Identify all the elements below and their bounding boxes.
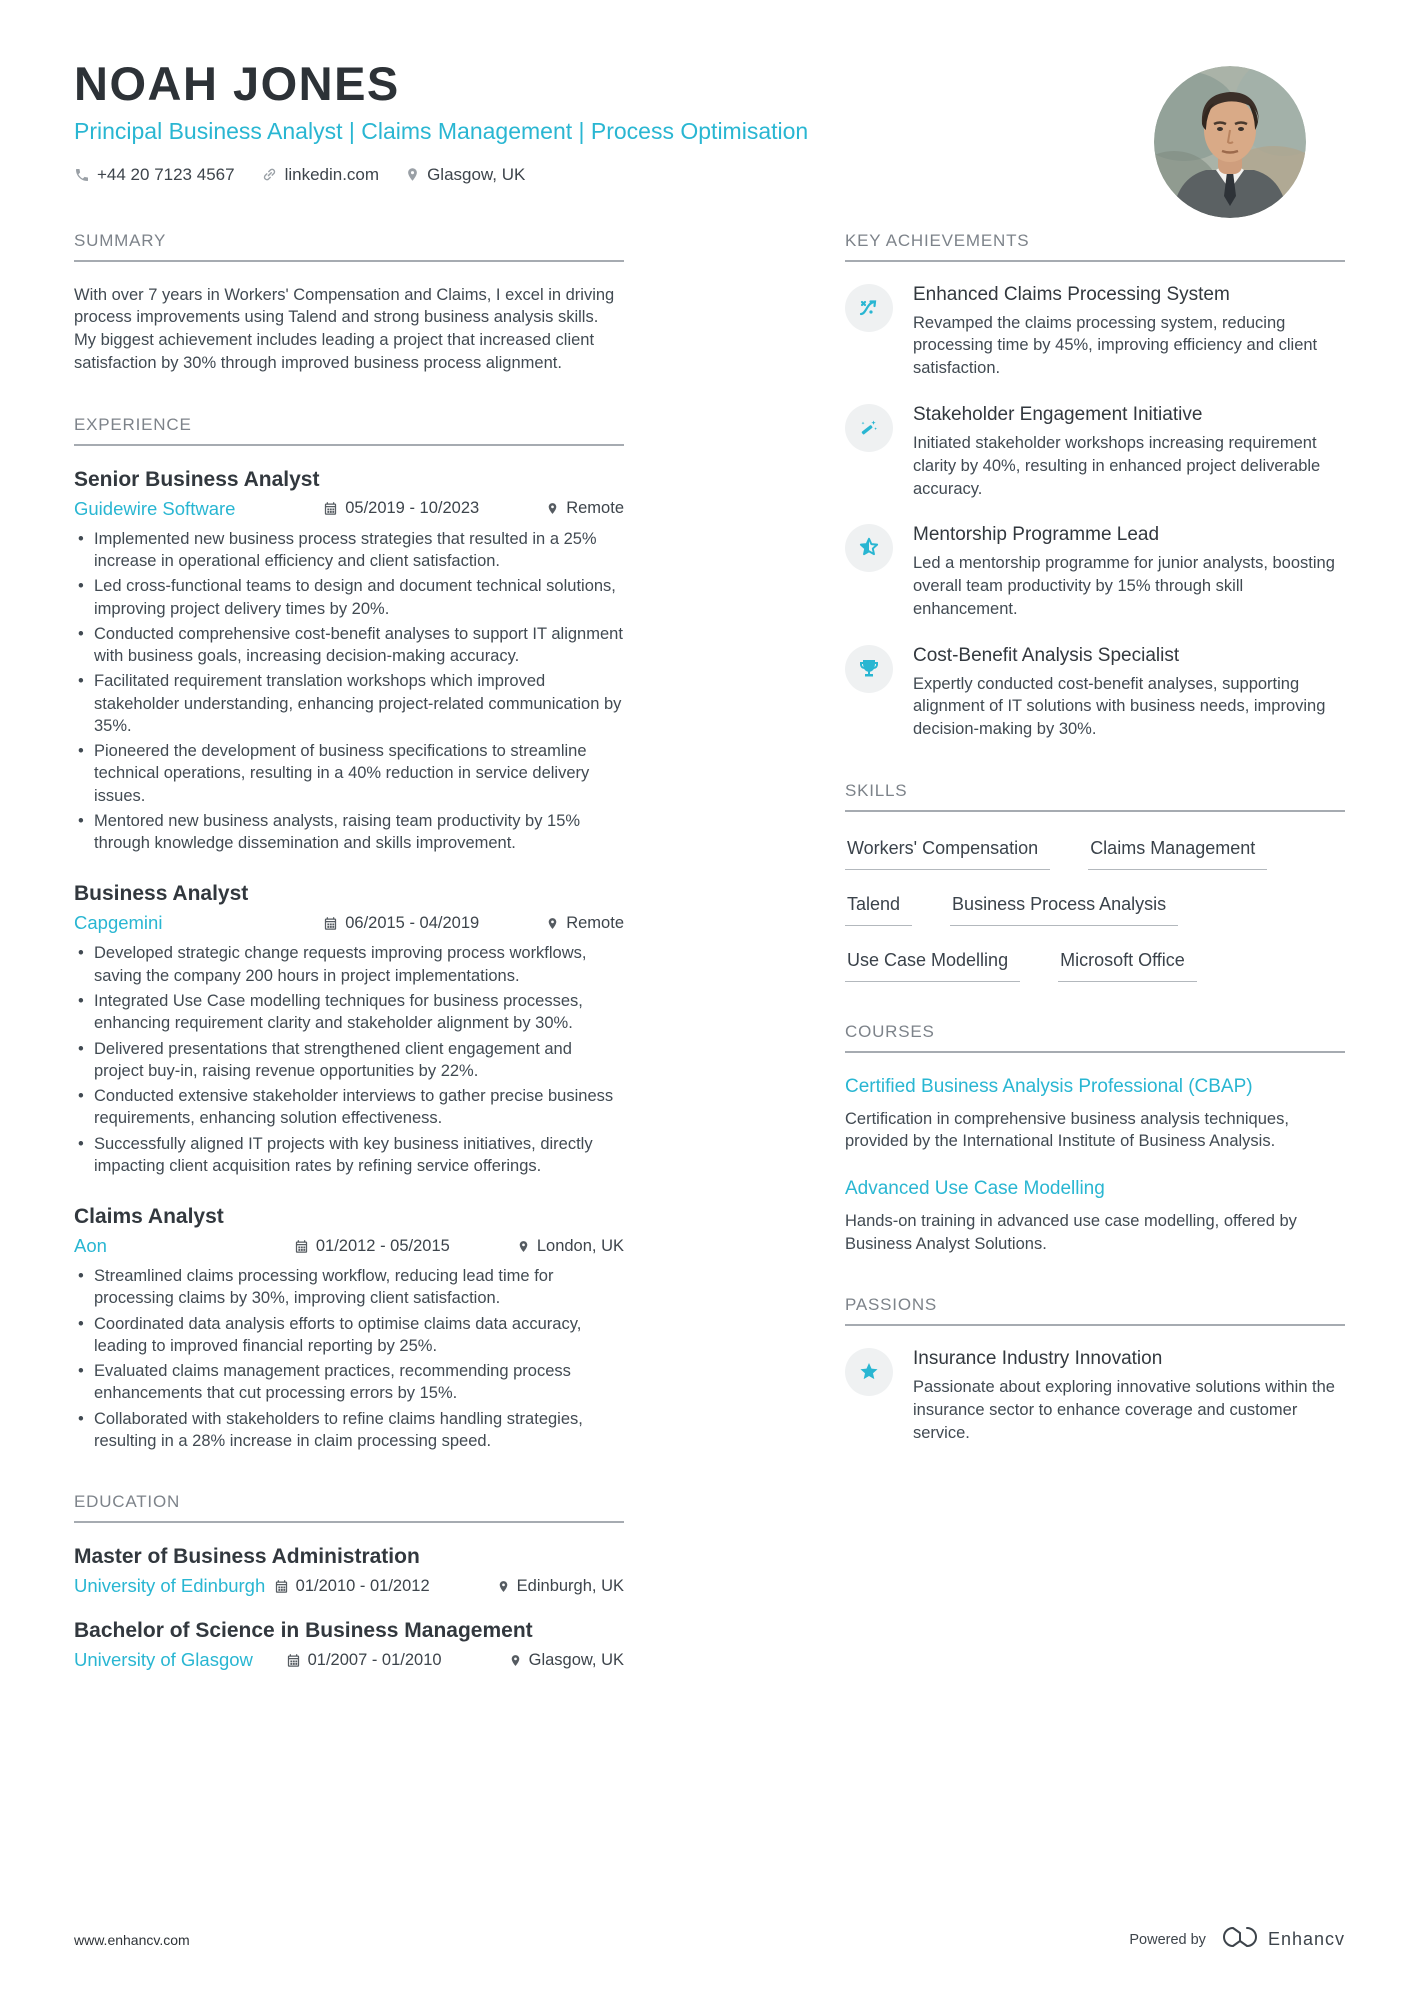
- profile-photo: [1154, 66, 1306, 218]
- location-text: Glasgow, UK: [528, 1650, 624, 1669]
- achievement-item: [845, 645, 1345, 741]
- location-icon: [405, 166, 420, 183]
- achievement-text: Led a mentorship programme for junior analysts, boosting overall team productivity by 15% through skill enhancement.: [913, 554, 1335, 618]
- skill-item: Microsoft Office: [1058, 950, 1197, 982]
- job-meta: [74, 1235, 624, 1257]
- contact-phone: [74, 165, 235, 185]
- location-icon: [546, 916, 559, 931]
- experience-heading: EXPERIENCE: [74, 415, 624, 446]
- bullet: • Pioneered the development of business specifications to streamline technical operations, resulting in a 40% reduction in service delivery issues.: [94, 740, 624, 807]
- bullet: • Conducted extensive stakeholder interviews to gather precise business requirements, enhancing solution effectiveness.: [94, 1085, 624, 1130]
- job-bullets: [74, 942, 624, 1177]
- degree-entry: [74, 1545, 624, 1597]
- job-meta: [74, 498, 624, 520]
- content-columns: [0, 231, 1410, 1712]
- contact-location: [405, 165, 525, 185]
- achievement-body: [913, 645, 1345, 741]
- bullet: • Implemented new business process strategies that resulted in a 25% increase in operational efficiency and client satisfaction.: [94, 528, 624, 573]
- left-column: [74, 231, 624, 1712]
- degree-meta: [74, 1575, 624, 1597]
- dates-text: 01/2010 - 01/2012: [295, 1576, 430, 1595]
- job-location: [517, 1237, 624, 1256]
- course-text: Hands-on training in advanced use case modelling, offered by Business Analyst Solutions.: [845, 1211, 1297, 1253]
- passion-title: Insurance Industry Innovation: [913, 1348, 1163, 1370]
- job-entry: [74, 882, 624, 1177]
- passions-heading: PASSIONS: [845, 1295, 1345, 1326]
- skill-item: Claims Management: [1088, 838, 1267, 870]
- achievement-body: [913, 524, 1345, 620]
- achievement-text: Revamped the claims processing system, reducing processing time by 45%, improving efficiency and client satisfaction.: [913, 313, 1318, 378]
- course-title: Certified Business Analysis Professional (CBAP): [845, 1075, 1253, 1097]
- calendar-icon: [286, 1653, 301, 1668]
- achievement-text: Initiated stakeholder workshops increasing requirement clarity by 40%, resulting in enhanced project deliverable accuracy.: [913, 433, 1321, 498]
- job-bullets: [74, 1265, 624, 1452]
- company-name: Capgemini: [74, 912, 163, 934]
- linkedin-link[interactable]: linkedin.com: [284, 164, 380, 184]
- achievement-title: Enhanced Claims Processing System: [913, 283, 1230, 305]
- calendar-icon: [323, 916, 338, 931]
- location-text: London, UK: [536, 1236, 624, 1255]
- degree-location: [509, 1651, 624, 1670]
- column-gap: [624, 231, 845, 1712]
- headline: Principal Business Analyst | Claims Management | Process Optimisation: [74, 117, 809, 144]
- trophy-icon: [845, 645, 893, 693]
- degree-location: [497, 1577, 624, 1596]
- footer-brand: [1129, 1924, 1345, 1955]
- education-heading: EDUCATION: [74, 1492, 624, 1523]
- course-entry: [845, 1177, 1345, 1255]
- passion-item: [845, 1348, 1345, 1444]
- degree-title: Bachelor of Science in Business Management: [74, 1619, 533, 1643]
- bullet: • Coordinated data analysis efforts to optimise claims data accuracy, leading to improved financial reporting by 25%.: [94, 1313, 624, 1358]
- location-text: Glasgow, UK: [427, 164, 526, 184]
- bullet: • Streamlined claims processing workflow, reducing lead time for processing claims by 30%, improving client satisfaction.: [94, 1265, 624, 1310]
- job-location: [546, 914, 624, 933]
- courses-section: [845, 1022, 1345, 1255]
- footer: [0, 1924, 1410, 1955]
- achievement-title: Mentorship Programme Lead: [913, 524, 1160, 546]
- courses-heading: COURSES: [845, 1022, 1345, 1053]
- achievement-title: Cost-Benefit Analysis Specialist: [913, 644, 1180, 666]
- job-dates: [294, 1237, 469, 1256]
- course-title: Advanced Use Case Modelling: [845, 1178, 1105, 1200]
- dates-text: 05/2019 - 10/2023: [345, 499, 480, 518]
- powered-by-label: Powered by: [1129, 1931, 1206, 1948]
- passion-text: Passionate about exploring innovative solutions within the insurance sector to enhance coverage and customer service.: [913, 1378, 1335, 1442]
- skills-section: [845, 781, 1345, 982]
- bullet: • Mentored new business analysts, raising team productivity by 15% through knowledge dissemination and skills improvement.: [94, 810, 624, 855]
- location-text: Remote: [566, 499, 624, 518]
- job-dates: [323, 914, 498, 933]
- location-text: Remote: [566, 913, 624, 932]
- contact-link: [261, 165, 380, 185]
- achievement-item: [845, 404, 1345, 500]
- passions-section: [845, 1295, 1345, 1444]
- skill-item: Workers' Compensation: [845, 838, 1050, 870]
- school-name: University of Edinburgh: [74, 1575, 266, 1597]
- degree-title: Master of Business Administration: [74, 1545, 420, 1569]
- summary-heading: SUMMARY: [74, 231, 624, 262]
- experience-section: [74, 415, 624, 1453]
- bullet: • Developed strategic change requests improving process workflows, saving the company 200 hours in project implementations.: [94, 942, 624, 987]
- calendar-icon: [274, 1579, 289, 1594]
- job-title: Business Analyst: [74, 882, 249, 906]
- job-meta: [74, 912, 624, 934]
- location-icon: [509, 1653, 522, 1668]
- location-text: Edinburgh, UK: [516, 1576, 624, 1595]
- skills-list: [845, 834, 1345, 982]
- phone-icon: [74, 167, 90, 183]
- bullet: • Collaborated with stakeholders to refine claims handling strategies, resulting in a 28% increase in claim processing speed.: [94, 1408, 624, 1453]
- achievement-item: [845, 284, 1345, 380]
- magic-wand-icon: [845, 404, 893, 452]
- enhancv-site-link[interactable]: www.enhancv.com: [74, 1931, 190, 1948]
- summary-text: With over 7 years in Workers' Compensation and Claims, I excel in driving process improvements using Talend and strong business analysis skills. My biggest achievement includes leading a project that increased client satisfaction by 30% through improved business process alignment.: [74, 285, 615, 372]
- star-icon: [845, 1348, 893, 1396]
- bullet: • Successfully aligned IT projects with key business initiatives, directly impacting client acquisition rates by refining service offerings.: [94, 1133, 624, 1178]
- degree-dates: [274, 1577, 449, 1596]
- job-title: Claims Analyst: [74, 1205, 224, 1229]
- dates-text: 01/2007 - 01/2010: [307, 1650, 442, 1669]
- person-name: NOAH JONES: [74, 57, 400, 110]
- enhancv-logo-icon: [1220, 1924, 1260, 1955]
- degree-dates: [286, 1651, 461, 1670]
- passion-body: [913, 1348, 1345, 1444]
- job-dates: [323, 499, 498, 518]
- route-arrow-icon: [845, 284, 893, 332]
- enhancv-logo-link[interactable]: [1220, 1924, 1345, 1955]
- achievement-title: Stakeholder Engagement Initiative: [913, 403, 1203, 425]
- right-column: [845, 231, 1345, 1712]
- enhancv-brand-name: Enhancv: [1267, 1929, 1345, 1949]
- degree-entry: [74, 1619, 624, 1671]
- calendar-icon: [323, 501, 338, 516]
- achievements-section: [845, 231, 1345, 741]
- phone-number: +44 20 7123 4567: [97, 164, 235, 184]
- skills-heading: SKILLS: [845, 781, 1345, 812]
- achievement-body: [913, 404, 1345, 500]
- achievement-text: Expertly conducted cost-benefit analyses, supporting alignment of IT solutions with business needs, improving decision-making by 30%.: [913, 674, 1326, 739]
- header: [0, 0, 1410, 185]
- company-name: Guidewire Software: [74, 497, 236, 519]
- degree-meta: [74, 1649, 624, 1671]
- calendar-icon: [294, 1239, 309, 1254]
- achievements-heading: KEY ACHIEVEMENTS: [845, 231, 1345, 262]
- skill-item: Business Process Analysis: [950, 894, 1178, 926]
- bullet: • Delivered presentations that strengthened client engagement and project buy-in, raising revenue opportunities by 22%.: [94, 1038, 624, 1083]
- contact-row: [74, 165, 1336, 185]
- skill-item: Use Case Modelling: [845, 950, 1020, 982]
- bullet: • Led cross-functional teams to design and document technical solutions, improving project delivery times by 20%.: [94, 575, 624, 620]
- dates-text: 06/2015 - 04/2019: [345, 913, 480, 932]
- course-text: Certification in comprehensive business analysis techniques, provided by the International Institute of Business Analysis.: [845, 1109, 1289, 1151]
- education-section: [74, 1492, 624, 1671]
- location-icon: [497, 1579, 510, 1594]
- bullet: • Integrated Use Case modelling techniques for business processes, enhancing requirement clarity and stakeholder alignment by 30%.: [94, 990, 624, 1035]
- skill-item: Talend: [845, 894, 912, 926]
- summary-section: [74, 231, 624, 375]
- job-bullets: [74, 528, 624, 855]
- job-entry: [74, 1205, 624, 1452]
- bullet: • Facilitated requirement translation workshops which improved stakeholder understanding, enhancing project-related communication by 35%.: [94, 670, 624, 737]
- course-entry: [845, 1075, 1345, 1153]
- job-location: [546, 499, 624, 518]
- school-name: University of Glasgow: [74, 1649, 253, 1671]
- job-entry: [74, 468, 624, 855]
- bullet: • Evaluated claims management practices, recommending process enhancements that cut processing errors by 15%.: [94, 1360, 624, 1405]
- star-badge-icon: [845, 524, 893, 572]
- dates-text: 01/2012 - 05/2015: [315, 1236, 450, 1255]
- company-name: Aon: [74, 1235, 107, 1257]
- job-title: Senior Business Analyst: [74, 467, 320, 491]
- achievement-item: [845, 524, 1345, 620]
- bullet: • Conducted comprehensive cost-benefit analyses to support IT alignment with business goals, increasing decision-making accuracy.: [94, 623, 624, 668]
- location-icon: [517, 1239, 530, 1254]
- location-icon: [546, 501, 559, 516]
- link-icon: [261, 166, 278, 183]
- achievement-body: [913, 284, 1345, 380]
